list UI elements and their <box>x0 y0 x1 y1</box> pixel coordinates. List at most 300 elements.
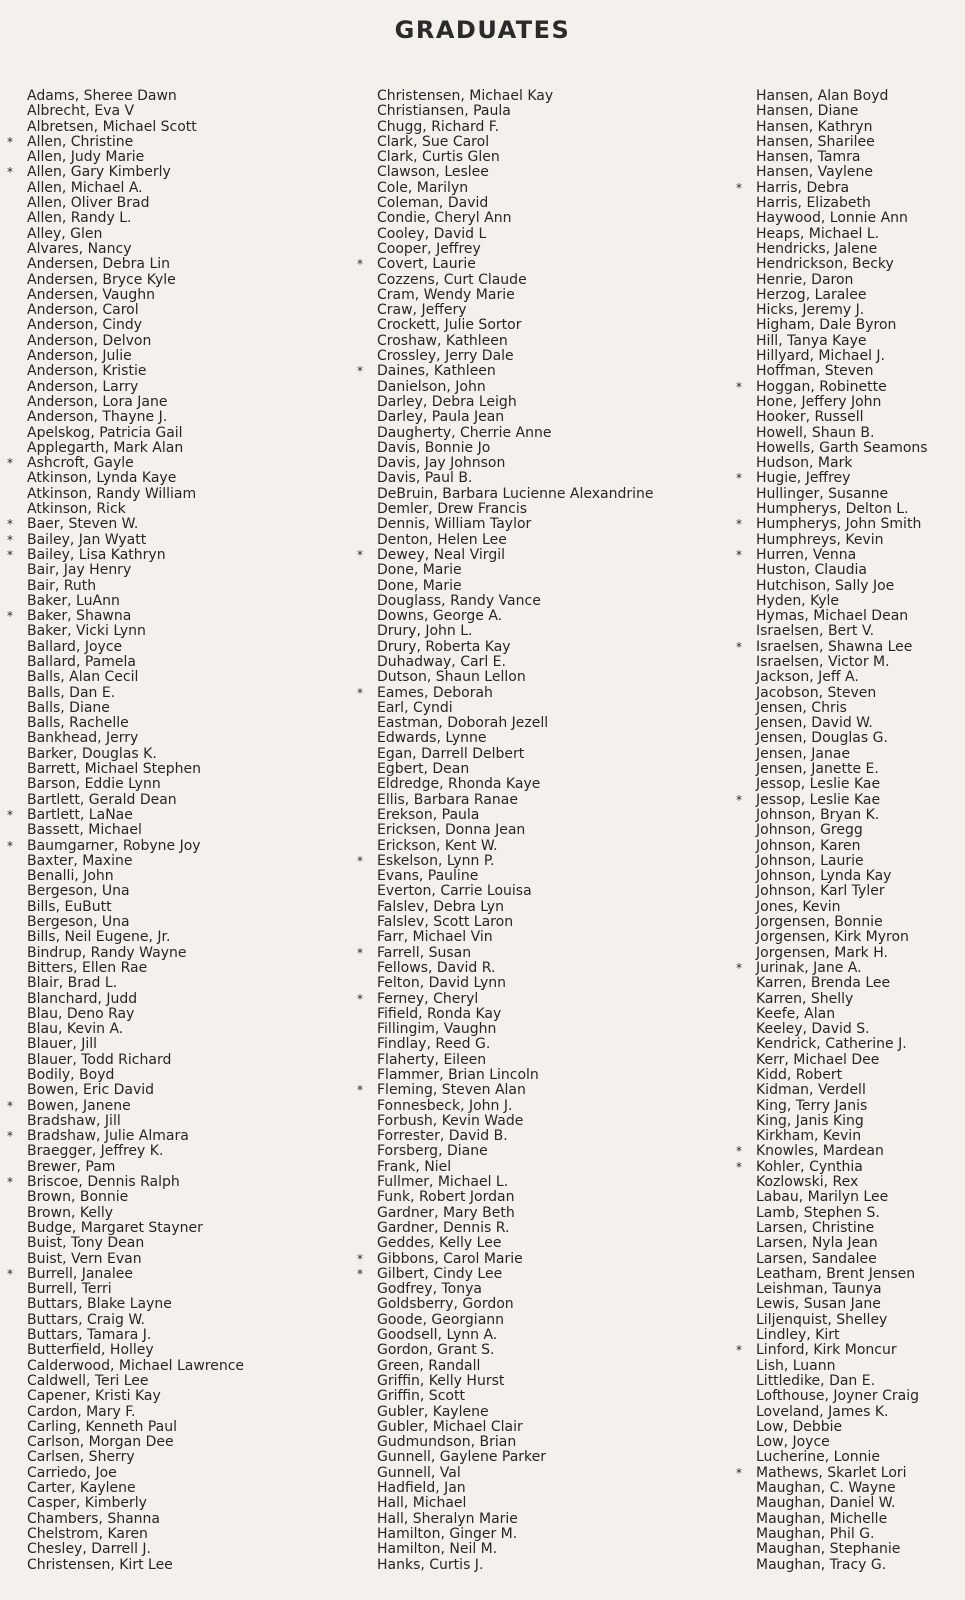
graduate-name: King, Terry Janis <box>756 1097 868 1114</box>
graduate-name: Littledike, Dan E. <box>756 1372 876 1389</box>
graduate-name: Larsen, Nyla Jean <box>756 1235 878 1252</box>
graduate-name: Carlson, Morgan Dee <box>27 1434 174 1451</box>
graduate-name: Kendrick, Catherine J. <box>756 1036 907 1053</box>
graduate-name: Blauer, Todd Richard <box>27 1051 172 1068</box>
asterisk-marker-icon: * <box>736 1159 742 1174</box>
graduate-name: Goodsell, Lynn A. <box>377 1327 498 1344</box>
graduate-name: Hillyard, Michael J. <box>756 348 886 365</box>
graduate-name: Christiansen, Paula <box>377 103 511 120</box>
graduate-name: Ellis, Barbara Ranae <box>377 791 518 808</box>
graduate-name: Hamilton, Neil M. <box>377 1541 498 1558</box>
graduate-name: Carter, Kaylene <box>27 1480 136 1497</box>
graduate-name: Hymas, Michael Dean <box>756 608 909 625</box>
graduate-name: Drury, John L. <box>377 623 473 640</box>
graduate-name: Hullinger, Susanne <box>756 485 889 502</box>
graduate-name: Blair, Brad L. <box>27 975 118 992</box>
graduate-name: Clark, Curtis Glen <box>377 149 500 166</box>
graduate-name: Flammer, Brian Lincoln <box>377 1067 539 1083</box>
graduate-name: Baker, Shawna <box>27 608 132 625</box>
graduate-name: Felton, David Lynn <box>377 975 507 992</box>
graduate-name: Anderson, Delvon <box>27 332 152 349</box>
asterisk-marker-icon: * <box>736 639 742 654</box>
graduate-name: Maughan, Tracy G. <box>756 1556 887 1573</box>
graduate-name: Buttars, Blake Layne <box>27 1296 172 1313</box>
graduate-name: Ferney, Cheryl <box>377 990 479 1007</box>
graduate-name: Bergeson, Una <box>27 914 130 931</box>
graduate-name: Flaherty, Eileen <box>377 1051 487 1068</box>
graduate-name: Chugg, Richard F. <box>377 118 500 135</box>
graduate-name: Gardner, Dennis R. <box>377 1219 510 1236</box>
graduate-name: Ballard, Pamela <box>27 653 136 670</box>
page-title: GRADUATES <box>394 16 571 44</box>
graduate-name: Balls, Dan E. <box>27 684 116 701</box>
graduate-name: Gunnell, Val <box>377 1464 461 1481</box>
graduate-name: Gubler, Kaylene <box>377 1403 489 1420</box>
graduate-name: Jensen, Chris <box>756 699 847 716</box>
graduate-name: Bitters, Ellen Rae <box>27 959 148 976</box>
graduate-name: Hone, Jeffery John <box>756 393 882 410</box>
graduate-name: Butterfield, Holley <box>27 1342 154 1359</box>
graduate-name: Fullmer, Michael L. <box>377 1174 509 1191</box>
graduate-name: Henrie, Daron <box>756 271 854 288</box>
graduate-name: Kozlowski, Rex <box>756 1174 859 1191</box>
graduate-name: Bergeson, Una <box>27 883 130 900</box>
graduate-name: Albrecht, Eva V <box>27 103 135 120</box>
graduate-name: Loveland, James K. <box>756 1403 889 1420</box>
graduate-name: Crossley, Jerry Dale <box>377 348 514 365</box>
graduate-name: Dennis, William Taylor <box>377 516 532 533</box>
graduate-name: Drury, Roberta Kay <box>377 638 511 655</box>
graduate-name: Mathews, Skarlet Lori <box>756 1464 907 1481</box>
graduate-name: Fifield, Ronda Kay <box>377 1005 502 1022</box>
graduate-name: Farr, Michael Vin <box>377 929 493 946</box>
graduate-name: Bowen, Janene <box>27 1097 131 1114</box>
graduate-name: Carlsen, Sherry <box>27 1449 135 1466</box>
graduate-name: Godfrey, Tonya <box>377 1281 482 1298</box>
graduate-name: Funk, Robert Jordan <box>377 1189 515 1206</box>
graduate-name: Griffin, Kelly Hurst <box>377 1372 505 1389</box>
graduate-name: Barrett, Michael Stephen <box>27 761 201 778</box>
graduate-name: Anderson, Carol <box>27 302 139 319</box>
graduate-name: Capener, Kristi Kay <box>27 1388 161 1405</box>
graduate-name: Balls, Rachelle <box>27 715 129 732</box>
graduate-name: Bassett, Michael <box>27 822 142 839</box>
graduate-name: Farrell, Susan <box>377 944 472 961</box>
graduate-name: Humpherys, John Smith <box>756 516 922 533</box>
graduate-name: Buttars, Tamara J. <box>27 1327 152 1344</box>
graduate-name: Gubler, Michael Clair <box>377 1418 523 1435</box>
graduate-name: Hansen, Vaylene <box>756 164 874 181</box>
graduate-name: Darley, Debra Leigh <box>377 393 517 410</box>
graduate-name: Hoffman, Steven <box>756 363 874 380</box>
graduate-name: Jurinak, Jane A. <box>756 959 862 976</box>
graduate-name: Griffin, Scott <box>377 1388 465 1405</box>
graduate-name: Johnson, Bryan K. <box>756 806 880 823</box>
graduate-name: Hamilton, Ginger M. <box>377 1525 518 1542</box>
graduate-name: Forbush, Kevin Wade <box>377 1112 524 1129</box>
graduate-name: Bowen, Eric David <box>27 1082 155 1099</box>
graduate-name: Erekson, Paula <box>377 806 480 823</box>
graduate-name: Hall, Michael <box>377 1495 467 1512</box>
graduate-name: Maughan, C. Wayne <box>756 1480 896 1497</box>
graduate-name: Dewey, Neal Virgil <box>377 546 505 563</box>
graduate-name: Lofthouse, Joyner Craig <box>756 1388 919 1405</box>
graduate-name: Danielson, John <box>377 378 486 395</box>
graduate-name: Bradshaw, Julie Almara <box>27 1128 189 1145</box>
graduate-name: Maughan, Stephanie <box>756 1541 901 1558</box>
graduate-name: Allen, Randy L. <box>27 210 132 227</box>
graduate-name: Hendrickson, Becky <box>756 256 894 273</box>
graduate-name: Crockett, Julie Sortor <box>377 317 522 334</box>
graduate-name: Hooker, Russell <box>756 409 864 426</box>
asterisk-marker-icon: * <box>7 456 13 471</box>
graduate-name: Findlay, Reed G. <box>377 1036 491 1053</box>
graduate-name: Davis, Jay Johnson <box>377 455 506 472</box>
graduate-name: King, Janis King <box>756 1112 864 1129</box>
graduate-name: Howell, Shaun B. <box>756 424 875 441</box>
graduate-name: Clark, Sue Carol <box>377 133 490 150</box>
graduate-name: Craw, Jeffery <box>377 302 467 319</box>
graduate-name: Cram, Wendy Marie <box>377 286 515 303</box>
asterisk-marker-icon: * <box>736 1343 742 1358</box>
graduate-name: Ericksen, Donna Jean <box>377 822 526 839</box>
graduate-name: Ashcroft, Gayle <box>27 455 134 472</box>
graduate-name: Bartlett, Gerald Dean <box>27 791 177 808</box>
graduate-name: Kidman, Verdell <box>756 1082 866 1099</box>
asterisk-marker-icon: * <box>7 1266 13 1281</box>
graduate-name: Burrell, Terri <box>27 1281 112 1298</box>
graduate-name: Larsen, Christine <box>756 1219 875 1236</box>
graduate-name: Covert, Laurie <box>377 256 476 273</box>
graduate-name: Gibbons, Carol Marie <box>377 1250 523 1267</box>
graduate-name: Everton, Carrie Louisa <box>377 883 532 900</box>
graduate-name: Earl, Cyndi <box>377 699 453 716</box>
graduate-name: Humpherys, Delton L. <box>756 501 909 518</box>
asterisk-marker-icon: * <box>357 945 363 960</box>
asterisk-marker-icon: * <box>7 1098 13 1113</box>
graduate-name: Jones, Kevin <box>756 898 841 915</box>
asterisk-marker-icon: * <box>7 165 13 180</box>
graduate-name: Goldsberry, Gordon <box>377 1296 514 1313</box>
graduate-name: Allen, Christine <box>27 133 134 150</box>
graduate-name: Israelsen, Shawna Lee <box>756 638 913 655</box>
graduate-name: Bailey, Jan Wyatt <box>27 531 147 548</box>
graduate-name: Falslev, Debra Lyn <box>377 898 504 915</box>
graduate-name: Ballard, Joyce <box>27 638 123 655</box>
graduate-name: Buttars, Craig W. <box>27 1311 146 1328</box>
graduate-name: Burrell, Janalee <box>27 1265 134 1282</box>
graduate-name: Bair, Jay Henry <box>27 562 132 579</box>
graduate-name: Bailey, Lisa Kathryn <box>27 546 166 563</box>
graduate-name: Gudmundson, Brian <box>377 1434 517 1451</box>
graduate-name: Buist, Tony Dean <box>27 1235 145 1252</box>
asterisk-marker-icon: * <box>736 1144 742 1159</box>
graduate-name: Higham, Dale Byron <box>756 317 897 334</box>
graduate-name: Jensen, David W. <box>756 715 873 732</box>
graduate-name: Carling, Kenneth Paul <box>27 1418 177 1435</box>
graduate-name: Jackson, Jeff A. <box>756 669 859 686</box>
graduate-name: Blau, Deno Ray <box>27 1005 135 1022</box>
graduate-name: Heaps, Michael L. <box>756 225 880 242</box>
graduate-name: Evans, Pauline <box>377 868 479 885</box>
graduate-name: Hendricks, Jalene <box>756 240 878 257</box>
graduate-name: Hugie, Jeffrey <box>756 470 851 487</box>
graduate-name: Hoggan, Robinette <box>756 378 887 395</box>
graduate-name: Egbert, Dean <box>377 761 470 778</box>
graduate-name: Briscoe, Dennis Ralph <box>27 1174 180 1191</box>
graduate-name: Alvares, Nancy <box>27 240 132 257</box>
asterisk-marker-icon: * <box>736 180 742 195</box>
graduate-name: Blauer, Jill <box>27 1036 98 1053</box>
graduate-name: Jessop, Leslie Kae <box>756 791 881 808</box>
graduate-name: Hansen, Tamra <box>756 149 861 166</box>
graduate-name: Lucherine, Lonnie <box>756 1449 881 1466</box>
graduate-name: Gardner, Mary Beth <box>377 1204 515 1221</box>
graduate-name: Clawson, Leslee <box>377 164 489 181</box>
graduate-name: Cooper, Jeffrey <box>377 240 481 257</box>
graduate-name: Anderson, Thayne J. <box>27 409 168 426</box>
asterisk-marker-icon: * <box>7 807 13 822</box>
graduate-name: Maughan, Michelle <box>756 1510 888 1527</box>
graduate-name: Jorgensen, Bonnie <box>756 914 883 931</box>
graduate-name: Fillingim, Vaughn <box>377 1021 497 1038</box>
graduate-name: Fellows, David R. <box>377 959 496 976</box>
graduate-name: Baker, LuAnn <box>27 592 120 609</box>
graduate-name: Frank, Niel <box>377 1158 452 1175</box>
graduate-name: Calderwood, Michael Lawrence <box>27 1357 245 1374</box>
asterisk-marker-icon: * <box>357 364 363 379</box>
graduate-name: Kerr, Michael Dee <box>756 1051 880 1068</box>
graduate-name: Barson, Eddie Lynn <box>27 776 161 793</box>
graduate-name: Karren, Brenda Lee <box>756 975 891 992</box>
graduate-name: Karren, Shelly <box>756 990 854 1007</box>
graduate-name: Bills, Neil Eugene, Jr. <box>27 929 171 946</box>
graduate-name: Maughan, Phil G. <box>756 1525 875 1542</box>
graduate-name: Gilbert, Cindy Lee <box>377 1265 503 1282</box>
graduate-name: Hansen, Kathryn <box>756 118 873 135</box>
graduate-name: Andersen, Vaughn <box>27 286 155 303</box>
graduate-name: Johnson, Karen <box>756 837 861 854</box>
asterisk-marker-icon: * <box>357 547 363 562</box>
graduate-name: Allen, Gary Kimberly <box>27 164 171 181</box>
asterisk-marker-icon: * <box>736 960 742 975</box>
graduate-name: Hudson, Mark <box>756 455 853 472</box>
graduate-name: Hutchison, Sally Joe <box>756 577 895 594</box>
graduate-name: Casper, Kimberly <box>27 1495 147 1512</box>
graduate-name: Johnson, Gregg <box>756 822 863 839</box>
graduate-name: Kohler, Cynthia <box>756 1158 863 1175</box>
graduate-name: Keeley, David S. <box>756 1021 870 1038</box>
graduate-name: Andersen, Debra Lin <box>27 256 171 273</box>
graduate-name: Brewer, Pam <box>27 1158 116 1175</box>
graduate-name: Croshaw, Kathleen <box>377 332 508 349</box>
asterisk-marker-icon: * <box>736 792 742 807</box>
graduate-name: Eastman, Doborah Jezell <box>377 715 549 732</box>
graduate-name: Hicks, Jeremy J. <box>756 302 865 319</box>
graduate-name: Done, Marie <box>377 562 462 579</box>
graduate-name: Condie, Cheryl Ann <box>377 210 512 227</box>
asterisk-marker-icon: * <box>357 1251 363 1266</box>
asterisk-marker-icon: * <box>7 609 13 624</box>
graduate-name: DeBruin, Barbara Lucienne Alexandrine <box>377 485 654 502</box>
asterisk-marker-icon: * <box>7 838 13 853</box>
graduate-name: Jorgensen, Kirk Myron <box>756 929 909 946</box>
graduate-name: Denton, Helen Lee <box>377 531 507 548</box>
graduate-name: Hanks, Curtis J. <box>377 1556 484 1573</box>
graduate-name: Huston, Claudia <box>756 562 867 579</box>
graduate-name: Fleming, Steven Alan <box>377 1082 526 1099</box>
graduate-name: Coleman, David <box>377 195 489 212</box>
graduate-name: Hill, Tanya Kaye <box>756 332 867 349</box>
graduate-name: Jacobson, Steven <box>756 684 877 701</box>
graduate-name: Green, Randall <box>377 1357 481 1374</box>
graduate-name: Balls, Diane <box>27 699 110 716</box>
graduate-name: Gunnell, Gaylene Parker <box>377 1449 547 1466</box>
graduate-name: Christensen, Michael Kay <box>377 88 554 104</box>
graduate-name: Cozzens, Curt Claude <box>377 271 527 288</box>
asterisk-marker-icon: * <box>736 471 742 486</box>
asterisk-marker-icon: * <box>357 1266 363 1281</box>
graduate-name: Bindrup, Randy Wayne <box>27 944 187 961</box>
graduate-name: Darley, Paula Jean <box>377 409 505 426</box>
graduate-name: Maughan, Daniel W. <box>756 1495 896 1512</box>
graduate-name: Eldredge, Rhonda Kaye <box>377 776 541 793</box>
graduate-name: Duhadway, Carl E. <box>377 653 506 670</box>
graduate-name: Jensen, Janae <box>756 745 851 762</box>
graduate-name: Jensen, Douglas G. <box>756 730 888 747</box>
graduate-name: Balls, Alan Cecil <box>27 669 139 686</box>
graduate-name: Falslev, Scott Laron <box>377 914 514 931</box>
graduate-name: Leatham, Brent Jensen <box>756 1265 916 1282</box>
graduate-name: Christensen, Kirt Lee <box>27 1556 173 1573</box>
graduate-name: Chesley, Darrell J. <box>27 1541 151 1558</box>
graduate-name: Allen, Oliver Brad <box>27 195 150 212</box>
graduate-name: Davis, Paul B. <box>377 470 473 487</box>
graduate-name: Eames, Deborah <box>377 684 493 701</box>
asterisk-marker-icon: * <box>736 517 742 532</box>
graduate-name: Anderson, Larry <box>27 378 139 395</box>
graduate-name: Johnson, Laurie <box>756 852 864 869</box>
graduate-name: Forrester, David B. <box>377 1128 508 1145</box>
graduate-name: Apelskog, Patricia Gail <box>27 424 183 441</box>
graduate-name: Cardon, Mary F. <box>27 1403 136 1420</box>
graduate-name: Alley, Glen <box>27 225 103 242</box>
graduate-name: Forsberg, Diane <box>377 1143 488 1160</box>
asterisk-marker-icon: * <box>357 991 363 1006</box>
graduate-name: Harris, Elizabeth <box>756 195 871 212</box>
graduate-name: Jessop, Leslie Kae <box>756 776 881 793</box>
graduate-name: Bodily, Boyd <box>27 1067 115 1083</box>
graduate-name: Cole, Marilyn <box>377 179 469 196</box>
graduate-name: Hansen, Diane <box>756 103 859 120</box>
asterisk-marker-icon: * <box>357 257 363 272</box>
graduate-name: Done, Marie <box>377 577 462 594</box>
graduate-name: Hansen, Sharilee <box>756 133 875 150</box>
graduate-name: Lindley, Kirt <box>756 1327 840 1344</box>
graduate-name: Baer, Steven W. <box>27 516 139 533</box>
graduate-name: Low, Joyce <box>756 1434 830 1451</box>
asterisk-marker-icon: * <box>7 517 13 532</box>
graduate-name: Demler, Drew Francis <box>377 501 528 518</box>
graduate-name: Hyden, Kyle <box>756 592 840 609</box>
asterisk-marker-icon: * <box>357 685 363 700</box>
graduate-name: Braegger, Jeffrey K. <box>27 1143 164 1160</box>
graduate-name: Erickson, Kent W. <box>377 837 498 854</box>
graduate-name: Gordon, Grant S. <box>377 1342 495 1359</box>
graduate-name: Albretsen, Michael Scott <box>27 118 197 135</box>
graduate-name: Geddes, Kelly Lee <box>377 1235 502 1252</box>
graduate-name: Blau, Kevin A. <box>27 1021 124 1038</box>
graduate-name: Benalli, John <box>27 868 114 885</box>
graduate-name: Jorgensen, Mark H. <box>756 944 888 961</box>
graduate-name: Bills, EuButt <box>27 898 112 915</box>
graduate-name: Chelstrom, Karen <box>27 1525 148 1542</box>
graduate-name: Chambers, Shanna <box>27 1510 160 1527</box>
graduate-name: Israelsen, Bert V. <box>756 623 875 640</box>
graduate-name: Low, Debbie <box>756 1418 843 1435</box>
graduate-name: Daugherty, Cherrie Anne <box>377 424 552 441</box>
graduate-name: Lewis, Susan Jane <box>756 1296 881 1313</box>
graduate-name: Adams, Sheree Dawn <box>27 88 177 104</box>
asterisk-marker-icon: * <box>357 1083 363 1098</box>
graduate-name: Jensen, Janette E. <box>756 761 879 778</box>
graduate-name: Applegarth, Mark Alan <box>27 439 184 456</box>
graduate-name: Edwards, Lynne <box>377 730 487 747</box>
graduate-name: Johnson, Karl Tyler <box>756 883 885 900</box>
graduate-name: Brown, Bonnie <box>27 1189 129 1206</box>
asterisk-marker-icon: * <box>7 532 13 547</box>
asterisk-marker-icon: * <box>7 1129 13 1144</box>
graduate-name: Hurren, Venna <box>756 546 857 563</box>
graduate-name: Liljenquist, Shelley <box>756 1311 888 1328</box>
graduate-name: Dutson, Shaun Lellon <box>377 669 526 686</box>
graduate-name: Atkinson, Lynda Kaye <box>27 470 177 487</box>
graduate-name: Labau, Marilyn Lee <box>756 1189 889 1206</box>
asterisk-marker-icon: * <box>736 1465 742 1480</box>
graduate-name: Allen, Judy Marie <box>27 149 145 166</box>
asterisk-marker-icon: * <box>357 853 363 868</box>
asterisk-marker-icon: * <box>736 547 742 562</box>
graduate-name: Knowles, Mardean <box>756 1143 884 1160</box>
graduate-name: Anderson, Julie <box>27 348 132 365</box>
asterisk-marker-icon: * <box>736 379 742 394</box>
graduate-name: Kirkham, Kevin <box>756 1128 862 1145</box>
graduate-name: Anderson, Cindy <box>27 317 143 334</box>
graduate-name: Bair, Ruth <box>27 577 97 594</box>
graduate-name: Budge, Margaret Stayner <box>27 1219 203 1236</box>
graduate-name: Blanchard, Judd <box>27 990 138 1007</box>
graduate-name: Baumgarner, Robyne Joy <box>27 837 201 854</box>
graduate-name: Anderson, Kristie <box>27 363 147 380</box>
graduate-name: Larsen, Sandalee <box>756 1250 877 1267</box>
graduate-name: Downs, George A. <box>377 608 503 625</box>
graduate-name: Egan, Darrell Delbert <box>377 745 525 762</box>
graduate-name: Hall, Sheralyn Marie <box>377 1510 518 1527</box>
graduate-name: Leishman, Taunya <box>756 1281 882 1298</box>
graduate-name: Kidd, Robert <box>756 1067 843 1083</box>
graduate-name: Barker, Douglas K. <box>27 745 157 762</box>
graduate-name: Lish, Luann <box>756 1357 836 1374</box>
graduate-name: Israelsen, Victor M. <box>756 653 890 670</box>
graduate-name: Brown, Kelly <box>27 1204 114 1221</box>
graduate-name: Howells, Garth Seamons <box>756 439 928 456</box>
graduate-name: Andersen, Bryce Kyle <box>27 271 176 288</box>
graduate-name: Lamb, Stephen S. <box>756 1204 880 1221</box>
graduate-name: Cooley, David L <box>377 225 487 242</box>
asterisk-marker-icon: * <box>7 547 13 562</box>
graduate-name: Baker, Vicki Lynn <box>27 623 146 640</box>
graduate-name: Carriedo, Joe <box>27 1464 117 1481</box>
